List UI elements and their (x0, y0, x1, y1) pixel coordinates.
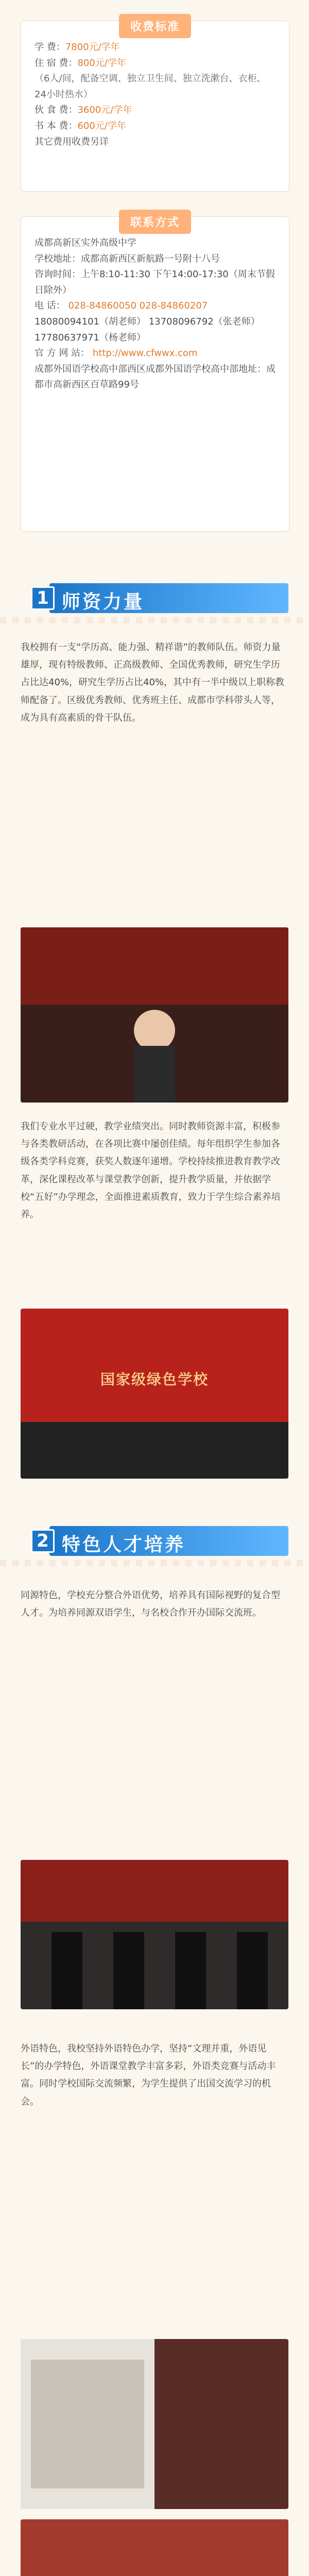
contact-persons: 18080094101（胡老师） 13708096792（张老师） 17780637971（杨老师） (35, 316, 260, 343)
other-fees: 其它费用收费另详 (35, 136, 109, 147)
housing-row: 住 宿 费：800元/学年 (35, 57, 126, 69)
talent-paragraph-1: 同源特色，学校充分整合外语优势，培养具有国际视野的复合型人才。为培养同源双语学生，与名校合作开办国际交流班。 (21, 1590, 280, 1619)
school-address: 学校地址：成都高新西区新航路一号附十八号 (35, 253, 220, 264)
banner-title: 国家级绿色学校 (100, 1370, 209, 1388)
fees-card (21, 21, 289, 192)
section-title: 师资力量 (62, 591, 145, 613)
teachers-paragraph-2: 我们专业水平过硬，教学业绩突出。同时教师资源丰富，积极参与各类教研活动，在各项比赛中屡创佳绩。每年组织学生参加各级各类学科竞赛，获奖人数逐年递增。学校持续推进教育教学改革，深化课程改革与课堂教学创新，提升教学质量，并依据学校“五好”办学理念，全面推进素质教育，致力于学生综合素养培养。 (21, 1121, 281, 1220)
talent-photo-1 (21, 1860, 288, 2009)
teachers-paragraph-1: 我校拥有一支“学历高、能力强、精祥谐”的教师队伍。师资力量雄厚，现有特级教师、正高级教师、全国优秀教师，研究生学历占比达40%，研究生学历占比40%，其中有一半中级以上职称教师配备了。区级优秀教师、优秀班主任、成都市学科带头人等，成为具有高素质的骨干队伍。 (21, 642, 285, 723)
phone-row: 电 话： 028-84860050 028-84860207 (35, 300, 208, 312)
website-link[interactable]: http://www.cfwwx.com (92, 348, 198, 359)
tuition-row: 学 费：7800元/学年 (35, 42, 120, 53)
section-title: 特色人才培养 (62, 1534, 186, 1555)
talent-photo-3 (21, 2519, 288, 2576)
website-row: 官 方 网 站： http://www.cfwwx.com (35, 348, 198, 359)
contact-card (21, 216, 289, 532)
talent-photo-2 (21, 2339, 288, 2509)
teachers-photo-1 (21, 927, 288, 1103)
section-header-teachers (0, 572, 309, 623)
books-row: 书 本 费：600元/学年 (35, 120, 126, 131)
consult-hours: 咨询时间：上午8:10-11:30 下午14:00-17:30（周末节假日除外） (35, 269, 275, 296)
section-number: 1 (31, 586, 55, 610)
teachers-banner (21, 1309, 288, 1479)
fees-title: 收费标准 (119, 14, 191, 38)
section-header-talent (0, 1515, 309, 1566)
meals-row: 伙 食 费：3600元/学年 (35, 105, 132, 116)
school-name: 成都高新区实外高级中学 (35, 238, 136, 248)
address-full: 成都外国语学校高中部西区成都外国语学校高中部地址：成都市高新西区百草路99号 (35, 363, 276, 391)
contact-title: 联系方式 (119, 210, 191, 234)
housing-note: （6人/间，配备空调、独立卫生间、独立洗漱台、衣柜、24小时热水） (35, 73, 266, 100)
section-number: 2 (31, 1529, 55, 1553)
talent-paragraph-2: 外语特色，我校坚持外语特色办学，坚持“文理并重，外语见长”的办学特色，外语课堂教学丰富多彩，外语类竞赛与活动丰富。同时学校国际交流频繁，为学生提供了出国交流学习的机会。 (21, 2043, 276, 2107)
award-ceremony-image (21, 927, 288, 1103)
